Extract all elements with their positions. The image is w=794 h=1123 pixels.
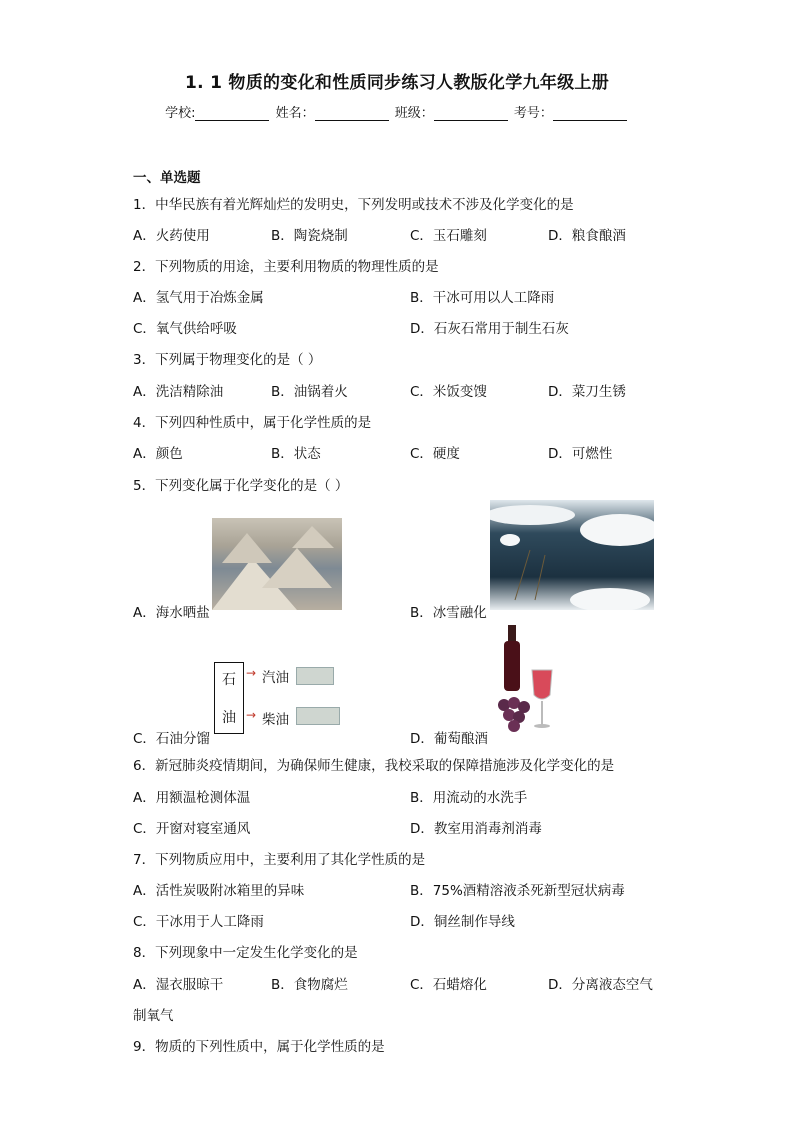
question-8-stem: 8．下列现象中一定发生化学变化的是 xyxy=(133,945,358,961)
q5-option-b[interactable]: B．冰雪融化 xyxy=(410,605,487,621)
q1-option-a[interactable]: A．火药使用 xyxy=(133,228,210,244)
q3-option-d[interactable]: D．菜刀生锈 xyxy=(548,384,626,400)
q8-option-d-wrap: 制氧气 xyxy=(133,1008,174,1024)
q7-option-b[interactable]: B．75%酒精溶液杀死新型冠状病毒 xyxy=(410,883,625,899)
q5-option-c[interactable]: C．石油分馏 xyxy=(133,731,210,747)
q2-option-a[interactable]: A．氢气用于冶炼金属 xyxy=(133,290,264,306)
school-blank[interactable] xyxy=(195,106,269,121)
q3-option-b[interactable]: B．油锅着火 xyxy=(271,384,348,400)
q7-option-a[interactable]: A．活性炭吸附冰箱里的异味 xyxy=(133,883,305,899)
q5-option-d[interactable]: D．葡萄酿酒 xyxy=(410,731,488,747)
wine-grapes-image xyxy=(492,625,562,735)
oil-char-bottom: 油 xyxy=(222,710,236,726)
car-icon xyxy=(296,667,334,685)
q2-option-c[interactable]: C．氧气供给呼吸 xyxy=(133,321,237,337)
q7-option-c[interactable]: C．干冰用于人工降雨 xyxy=(133,914,264,930)
q6-option-b[interactable]: B．用流动的水洗手 xyxy=(410,790,528,806)
q7-option-d[interactable]: D．铜丝制作导线 xyxy=(410,914,515,930)
q8-option-c[interactable]: C．石蜡熔化 xyxy=(410,977,487,993)
q4-option-c[interactable]: C．硬度 xyxy=(410,446,460,462)
question-4-stem: 4．下列四种性质中，属于化学性质的是 xyxy=(133,415,372,431)
q2-option-b[interactable]: B．干冰可用以人工降雨 xyxy=(410,290,555,306)
arrow-right-icon: → xyxy=(246,708,257,722)
question-6-stem: 6．新冠肺炎疫情期间，为确保师生健康，我校采取的保障措施涉及化学变化的是 xyxy=(133,758,615,774)
q2-option-d[interactable]: D．石灰石常用于制生石灰 xyxy=(410,321,569,337)
crude-oil-box xyxy=(214,662,244,734)
q4-option-d[interactable]: D．可燃性 xyxy=(548,446,613,462)
q5-option-a[interactable]: A．海水晒盐 xyxy=(133,605,210,621)
q1-option-c[interactable]: C．玉石雕刻 xyxy=(410,228,487,244)
gasoline-label: 汽油 xyxy=(262,670,289,686)
q8-option-b[interactable]: B．食物腐烂 xyxy=(271,977,348,993)
q3-option-a[interactable]: A．洗洁精除油 xyxy=(133,384,224,400)
class-label: 班级： xyxy=(394,106,434,121)
q6-option-a[interactable]: A．用额温枪测体温 xyxy=(133,790,251,806)
student-info-line xyxy=(0,102,794,121)
diesel-label: 柴油 xyxy=(262,712,289,728)
question-2-stem: 2．下列物质的用途，主要利用物质的物理性质的是 xyxy=(133,259,439,275)
q1-option-d[interactable]: D．粮食酿酒 xyxy=(548,228,626,244)
q6-option-d[interactable]: D．教室用消毒剂消毒 xyxy=(410,821,542,837)
sea-salt-image xyxy=(212,518,342,610)
q4-option-a[interactable]: A．颜色 xyxy=(133,446,183,462)
q8-option-d[interactable]: D．分离液态空气 xyxy=(548,977,653,993)
question-3-stem: 3．下列属于物理变化的是（ ） xyxy=(133,352,322,368)
q8-option-a[interactable]: A．湿衣服晾干 xyxy=(133,977,224,993)
q1-option-b[interactable]: B．陶瓷烧制 xyxy=(271,228,348,244)
school-label: 学校: xyxy=(165,106,196,121)
arrow-right-icon: → xyxy=(246,666,257,680)
name-blank[interactable] xyxy=(315,106,389,121)
question-1-stem: 1．中华民族有着光辉灿烂的发明史，下列发明或技术不涉及化学变化的是 xyxy=(133,197,574,213)
tractor-icon xyxy=(296,707,340,725)
question-9-stem: 9．物质的下列性质中，属于化学性质的是 xyxy=(133,1039,385,1055)
melting-snow-image xyxy=(490,500,654,610)
q3-option-c[interactable]: C．米饭变馊 xyxy=(410,384,487,400)
section-heading: 一、单选题 xyxy=(133,170,201,186)
class-blank[interactable] xyxy=(434,106,508,121)
question-5-stem: 5．下列变化属于化学变化的是（ ） xyxy=(133,478,349,494)
oil-char-top: 石 xyxy=(222,672,236,688)
question-7-stem: 7．下列物质应用中，主要利用了其化学性质的是 xyxy=(133,852,426,868)
q4-option-b[interactable]: B．状态 xyxy=(271,446,321,462)
name-label: 姓名： xyxy=(275,106,315,121)
q6-option-c[interactable]: C．开窗对寝室通风 xyxy=(133,821,251,837)
exam-number-blank[interactable] xyxy=(553,106,627,121)
page-title: 1. 1 物质的变化和性质同步练习人教版化学九年级上册 xyxy=(184,73,610,93)
exam-number-label: 考号： xyxy=(513,106,553,121)
